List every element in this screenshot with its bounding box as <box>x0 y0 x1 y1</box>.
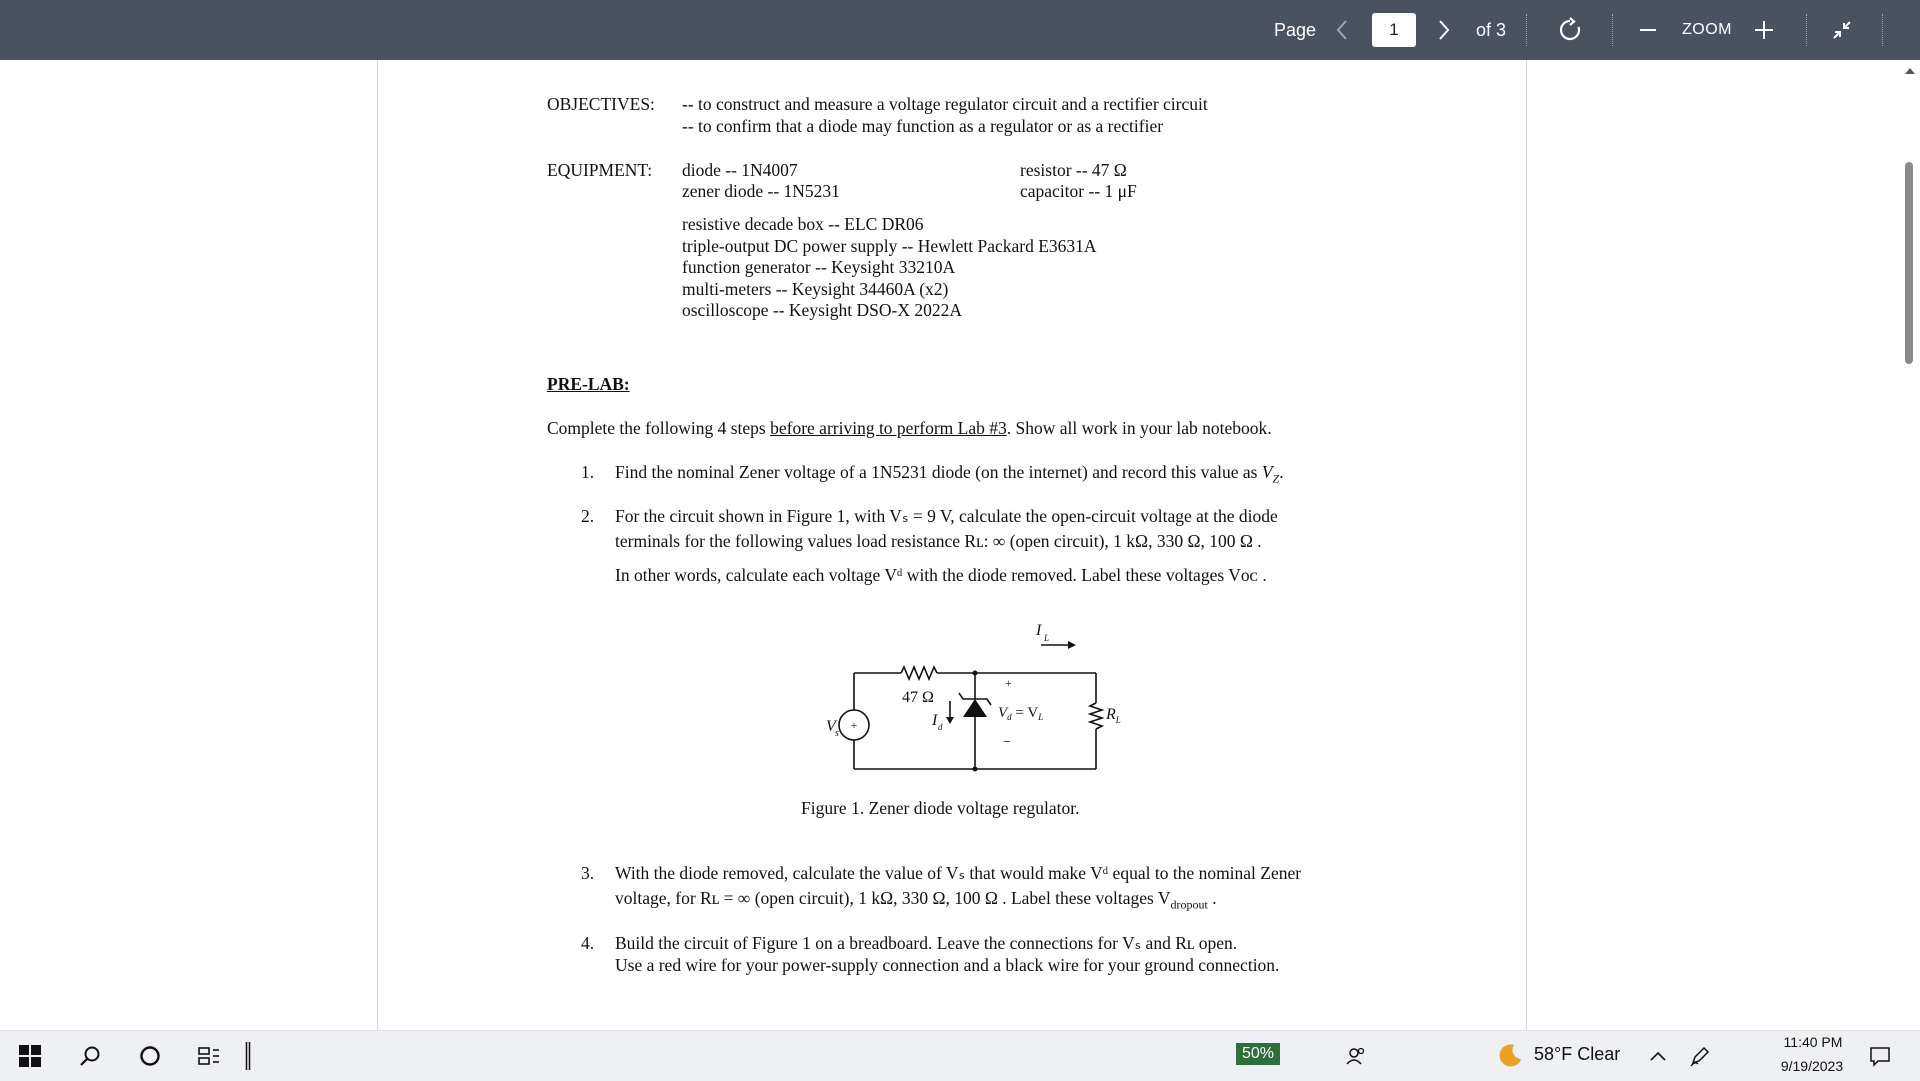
start-button[interactable] <box>14 1031 46 1081</box>
step-number: 1. <box>581 462 595 482</box>
minus-sign: − <box>1003 735 1011 750</box>
weather-text[interactable]: 58°F Clear <box>1534 1044 1621 1064</box>
variable: V <box>1261 462 1273 482</box>
diode-current-subscript: d <box>938 722 943 732</box>
source-polarity: + <box>850 718 858 732</box>
diode-voltage-label: $V_d = V_L$ <box>998 705 1044 722</box>
step-text: terminals for the following values load resistance Rʟ: ∞ (open circuit), 1 kΩ, 330 Ω, 100 Ω . <box>615 531 1262 551</box>
equipment-item: resistor -- 47 Ω <box>1020 160 1127 180</box>
intro-text: . Show all work in your lab notebook. <box>1006 418 1272 438</box>
zener-regulator-circuit <box>778 605 1138 785</box>
next-page-button[interactable] <box>1432 0 1456 60</box>
divider-icon <box>245 1042 251 1070</box>
chevron-left-icon <box>1335 19 1349 41</box>
plus-sign: + <box>1005 676 1012 690</box>
vertical-scrollbar[interactable] <box>1900 60 1920 1030</box>
step-text: With the diode removed, calculate the value of Vₛ that would make Vᵈ equal to the nominal Zener <box>615 863 1302 883</box>
zoom-percent-badge: 50% <box>1236 1043 1280 1065</box>
task-view-icon <box>198 1045 222 1067</box>
scroll-up-arrow[interactable] <box>1905 68 1915 74</box>
zener-diode-symbol <box>963 699 987 717</box>
prelab-intro <box>547 418 1272 439</box>
document-page <box>377 60 1527 1030</box>
load-current-subscript: L <box>1044 633 1050 643</box>
equipment-item: multi-meters -- Keysight 34460A (x2) <box>682 279 949 299</box>
people-button[interactable] <box>1342 1031 1370 1081</box>
prelab-heading: PRE-LAB: <box>547 374 630 394</box>
equipment-item: diode -- 1N4007 <box>682 160 798 180</box>
rotate-button[interactable] <box>1552 0 1588 60</box>
viewer-toolbar <box>0 0 1920 60</box>
objectives-label: OBJECTIVES: <box>547 94 655 114</box>
diode-current-label: I <box>932 712 938 729</box>
pen-icon <box>1689 1045 1711 1067</box>
step-text <box>615 462 1284 487</box>
equipment-item: zener diode -- 1N5231 <box>682 181 840 201</box>
zoom-label: ZOOM <box>1682 21 1732 38</box>
page-count: of 3 <box>1476 19 1507 40</box>
moon-icon <box>1497 1043 1523 1069</box>
plus-icon <box>1754 20 1774 40</box>
toolbar-divider <box>1806 14 1808 46</box>
zoom-in-button[interactable] <box>1752 0 1776 60</box>
source-subscript: s <box>835 728 839 739</box>
equipment-item: oscilloscope -- Keysight DSO-X 2022A <box>682 300 962 320</box>
variable-subscript: dropout <box>1170 897 1208 912</box>
equipment-item: capacitor -- 1 μF <box>1020 181 1137 201</box>
cortana-button[interactable] <box>134 1031 166 1081</box>
toolbar-divider <box>1526 14 1528 46</box>
intro-emphasis: before arriving to perform Lab #3 <box>770 418 1007 438</box>
exit-fullscreen-button[interactable] <box>1826 0 1858 60</box>
figure-caption: Figure 1. Zener diode voltage regulator. <box>801 798 1080 818</box>
step-text-part: . <box>1279 462 1284 482</box>
windows-start-icon <box>19 1045 41 1067</box>
weather-widget[interactable] <box>1494 1031 1526 1081</box>
step-text: In other words, calculate each voltage Vᵈ with the diode removed. Label these voltages Vᴏᴄ . <box>615 565 1267 585</box>
equipment-label: EQUIPMENT: <box>547 160 653 180</box>
objective-item: -- to confirm that a diode may function as a regulator or as a rectifier <box>682 116 1164 136</box>
rotate-icon <box>1557 17 1583 43</box>
task-view-button[interactable] <box>194 1031 226 1081</box>
step-text: For the circuit shown in Figure 1, with Vₛ = 9 V, calculate the open-circuit voltage at the diode <box>615 506 1278 526</box>
taskbar <box>0 1030 1920 1081</box>
search-button[interactable] <box>74 1031 106 1081</box>
step-text: Build the circuit of Figure 1 on a breadboard. Leave the connections for Vₛ and Rʟ open. <box>615 933 1238 953</box>
scroll-thumb[interactable] <box>1905 162 1913 364</box>
step-text <box>615 888 1217 913</box>
load-current-label: I <box>1036 622 1042 639</box>
minus-icon <box>1639 21 1657 39</box>
notifications-button[interactable] <box>1864 1031 1896 1081</box>
step-number: 2. <box>581 506 595 526</box>
notification-icon <box>1869 1045 1891 1067</box>
variable-subscript: Z <box>1272 471 1280 486</box>
equipment-item: triple-output DC power supply -- Hewlett Packard E3631A <box>682 236 1097 256</box>
objective-item: -- to construct and measure a voltage regulator circuit and a rectifier circuit <box>682 94 1208 114</box>
step-text-part: Find the nominal Zener voltage of a 1N5231 diode (on the internet) and record this value as <box>615 462 1262 482</box>
equipment-item: resistive decade box -- ELC DR06 <box>682 214 924 234</box>
people-icon <box>1346 1046 1366 1066</box>
chevron-up-icon <box>1650 1051 1666 1061</box>
resistor-label: 47 Ω <box>902 689 934 706</box>
search-icon <box>79 1045 101 1067</box>
load-resistor-label: $R_L$ <box>1106 706 1121 725</box>
collapse-icon <box>1830 18 1854 42</box>
chevron-right-icon <box>1437 19 1451 41</box>
clock-time[interactable]: 11:40 PM <box>1783 1034 1843 1050</box>
page-number-input[interactable] <box>1372 13 1416 47</box>
step-text: Use a red wire for your power-supply connection and a black wire for your ground connection. <box>615 955 1280 975</box>
zoom-out-button[interactable] <box>1636 0 1660 60</box>
step-number: 3. <box>581 863 595 883</box>
show-hidden-icons-button[interactable] <box>1646 1031 1670 1081</box>
equipment-item: function generator -- Keysight 33210A <box>682 257 956 277</box>
step-text-part: . <box>1207 888 1217 908</box>
cortana-icon <box>139 1045 161 1067</box>
pen-workspace-button[interactable] <box>1686 1031 1714 1081</box>
taskbar-divider <box>240 1031 256 1081</box>
source-label: V <box>826 718 836 735</box>
step-text-part: voltage, for Rʟ = ∞ (open circuit), 1 kΩ, 330 Ω, 100 Ω . Label these voltages V <box>615 888 1171 908</box>
intro-text: Complete the following 4 steps <box>547 418 771 438</box>
page-label: Page <box>1274 19 1317 40</box>
step-number: 4. <box>581 933 595 953</box>
clock-date[interactable]: 9/19/2023 <box>1780 1058 1844 1074</box>
toolbar-divider <box>1612 14 1614 46</box>
toolbar-divider <box>1882 14 1884 46</box>
previous-page-button[interactable] <box>1330 0 1354 60</box>
